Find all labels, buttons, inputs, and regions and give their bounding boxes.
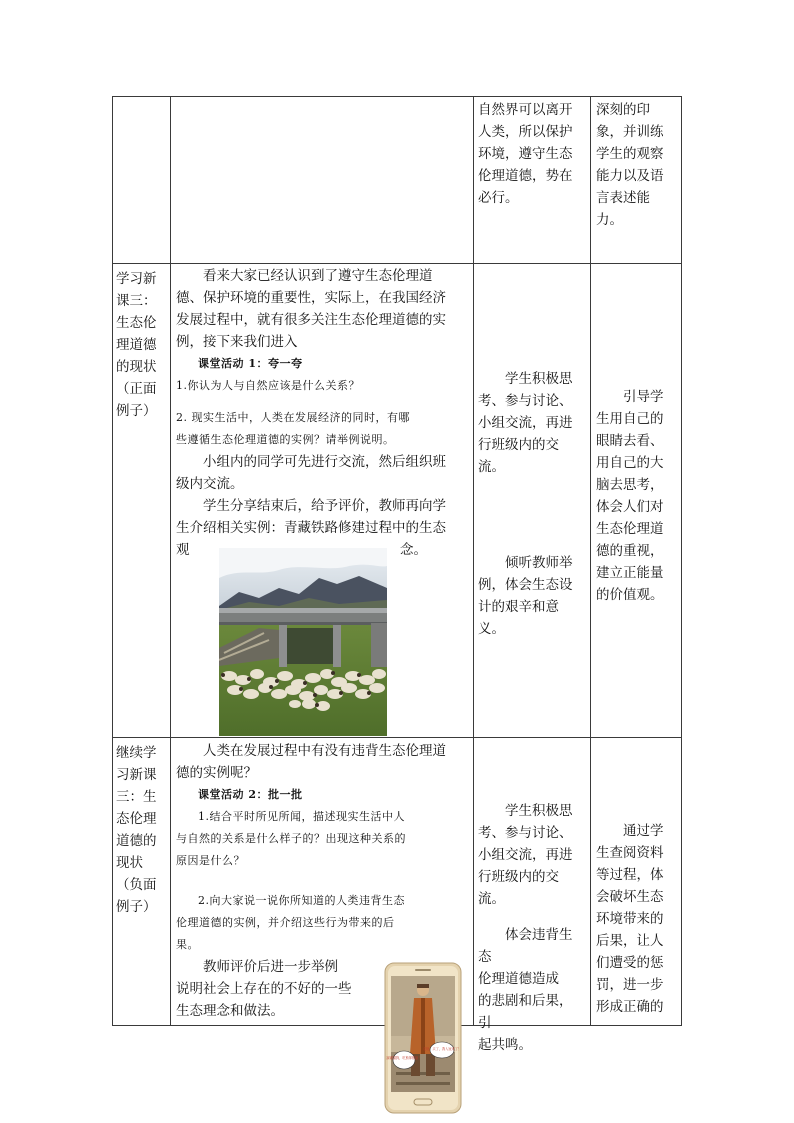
text-line: （负面 (116, 877, 157, 893)
row2-stage-label (116, 268, 166, 422)
text-line: 形成正确的 (596, 999, 664, 1015)
question-1: 1.结合平时所见所闻，描述现实生活中人 (198, 810, 405, 823)
text-line: 计的艰辛和意 (478, 599, 559, 615)
text-line: 用自己的大 (596, 455, 664, 471)
question-2: 果。 (176, 938, 199, 951)
table-col-line-0 (112, 96, 113, 1026)
table-row-divider-1 (112, 263, 682, 264)
text-line: 理道德 (116, 337, 157, 353)
row1-student-activity (478, 99, 582, 209)
word-guan: 观 (176, 542, 190, 558)
text-line: 行班级内的交 (478, 437, 559, 453)
text-line: 伦理道德，势在 (478, 168, 573, 184)
question-1: 1.你认为人与自然应该是什么关系？ (176, 379, 360, 392)
row2-student-activity-a (478, 368, 582, 478)
text-line: 言表述能 (596, 190, 650, 206)
text-line: 人类在发展过程中有没有违背生态伦理道 (203, 743, 446, 759)
word-nian: 念。 (400, 542, 427, 558)
activity-title: 课堂活动 1：夸一夸 (198, 357, 303, 370)
text-line: 发展过程中，就有很多关注生态伦理道德的实 (176, 312, 446, 328)
row1-design-intent (596, 99, 676, 231)
text-line: 的悲剧和后果，引 (478, 993, 573, 1031)
text-line: 伦理道德造成 (478, 971, 559, 987)
text-line: 教师评价后进一步举例 (203, 959, 338, 975)
text-line: （正面 (116, 381, 157, 397)
text-line: 力。 (596, 212, 623, 228)
question-2: 伦理道德的实例，并介绍这些行为带来的后 (176, 916, 395, 929)
text-line: 环境带来的 (596, 911, 664, 927)
text-line: 小组交流，再进 (478, 415, 573, 431)
text-line: 考、参与讨论、 (478, 393, 573, 409)
photo-illustration (219, 548, 387, 736)
text-line: 深刻的印 (596, 102, 650, 118)
row3-student-activity-b (478, 924, 582, 1056)
text-line: 例，体会生态设 (478, 577, 573, 593)
row3-stage-label (116, 742, 166, 918)
text-line: 流。 (478, 891, 505, 907)
text-line: 生用自己的 (596, 411, 664, 427)
text-line: 德的实例呢？ (176, 765, 257, 781)
text-line: 小组交流，再进 (478, 847, 573, 863)
text-line: 的现状 (116, 359, 157, 375)
text-line: 学生的观察 (596, 146, 664, 162)
text-line: 脑去思考， (596, 477, 664, 493)
text-line: 学生积极思 (505, 371, 573, 387)
text-line: 考、参与讨论、 (478, 825, 573, 841)
text-line: 小组内的同学可先进行交流，然后组织班 (203, 454, 446, 470)
bubble-right-text: 走呀，买了，我入冠来了！ (422, 1047, 462, 1051)
question-2: 2.向大家说一说你所知道的人类违背生态 (198, 894, 405, 907)
table-col-line-3 (590, 96, 591, 1026)
text-line: 自然界可以离开 (478, 102, 573, 118)
text-line: 例，接下来我们进入 (176, 334, 298, 350)
question-1: 与自然的关系是什么样子的？出现这种关系的 (176, 832, 406, 845)
text-line: 会破坏生态 (596, 889, 664, 905)
question-1: 原因是什么？ (176, 854, 245, 867)
text-line: 生介绍相关实例：青藏铁路修建过程中的生态 (176, 520, 446, 536)
text-line: 生查阅资料 (596, 845, 664, 861)
row2-teacher-activity (176, 265, 468, 561)
text-line: 眼睛去看、 (596, 433, 664, 449)
text-line: 象，并训练 (596, 124, 664, 140)
activity-title: 课堂活动 2：批一批 (198, 788, 303, 801)
text-line: 体会人们对 (596, 499, 664, 515)
table-col-line-1 (170, 96, 171, 1026)
spacer (176, 397, 468, 407)
text-line: 态伦理 (116, 811, 157, 827)
bubble-left-text: 踩碾猫狗，吃熊掌猴脑！ (386, 1056, 422, 1060)
text-line: 建立正能量 (596, 565, 664, 581)
text-line: 学习新 (116, 271, 157, 287)
text-line: 学生积极思 (505, 803, 573, 819)
text-line: 体会违背生态 (478, 927, 573, 965)
question-2: 2. 现实生活中，人类在发展经济的同时，有哪 (176, 411, 410, 424)
text-line: 罚，进一步 (596, 977, 664, 993)
text-line: 们遭受的惩 (596, 955, 664, 971)
text-line: 能力以及语 (596, 168, 664, 184)
table-col-line-4 (681, 96, 682, 1026)
text-line: 德的重视， (596, 543, 664, 559)
text-line: 继续学 (116, 745, 157, 761)
question-2: 些遵循生态伦理道德的实例？请举例说明。 (176, 433, 395, 446)
text-line: 级内交流。 (176, 476, 244, 492)
text-line: 流。 (478, 459, 505, 475)
phone-illustration (384, 962, 462, 1114)
text-line: 行班级内的交 (478, 869, 559, 885)
text-line: 义。 (478, 621, 505, 637)
text-line: 通过学 (623, 823, 664, 839)
text-line: 引导学 (623, 389, 664, 405)
text-line: 习新课 (116, 767, 157, 783)
row2-student-activity-b (478, 552, 582, 640)
text-line: 课三： (116, 293, 157, 309)
row3-student-activity-a (478, 800, 582, 910)
text-line: 倾听教师举 (505, 555, 573, 571)
text-line: 生态伦理道 (596, 521, 664, 537)
text-line: 等过程，体 (596, 867, 664, 883)
spacer (176, 872, 468, 890)
text-line: 起共鸣。 (478, 1037, 532, 1053)
text-line: 例子） (116, 403, 157, 419)
text-line: 德、保护环境的重要性，实际上，在我国经济 (176, 290, 446, 306)
text-line: 人类，所以保护 (478, 124, 573, 140)
text-line: 生态伦 (116, 315, 157, 331)
text-line: 生态理念和做法。 (176, 1003, 284, 1019)
table-col-line-2 (473, 96, 474, 1026)
text-line: 学生分享结束后，给予评价，教师再向学 (203, 498, 446, 514)
text-line: 环境，遵守生态 (478, 146, 573, 162)
text-line: 道德的 (116, 833, 157, 849)
text-line: 例子） (116, 899, 157, 915)
text-line: 的价值观。 (596, 587, 664, 603)
table-row-divider-2 (112, 737, 682, 738)
phone-cartoon-image (384, 962, 462, 1114)
text-line: 看来大家已经认识到了遵守生态伦理道 (203, 268, 433, 284)
text-line: 后果，让人 (596, 933, 664, 949)
row3-design-intent (596, 820, 676, 1018)
text-line: 三：生 (116, 789, 157, 805)
text-line: 必行。 (478, 190, 519, 206)
row2-design-intent (596, 386, 676, 606)
text-line: 说明社会上存在的不好的一些 (176, 981, 352, 997)
text-line: 现状 (116, 855, 143, 871)
table-border-top (112, 96, 682, 97)
qinghai-tibet-railway-sheep-photo (219, 548, 387, 736)
